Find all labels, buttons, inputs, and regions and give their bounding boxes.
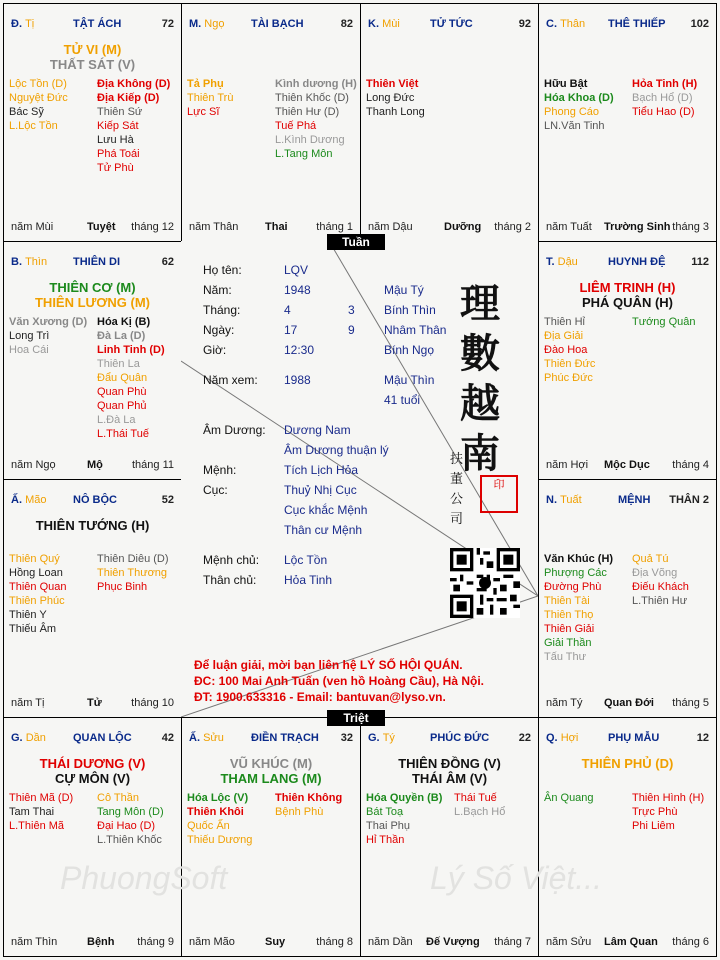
palace-header <box>368 732 531 746</box>
minor-star: Thiên Việt <box>366 78 419 90</box>
life-stage: Tử <box>87 697 102 709</box>
qr-code-icon[interactable] <box>450 548 520 618</box>
minor-star: Bạch Hổ (D) <box>632 92 693 104</box>
palace-number: 62 <box>161 256 174 268</box>
palace-header <box>546 732 709 746</box>
palace-number: 72 <box>161 18 174 30</box>
palace-number: 112 <box>691 256 709 268</box>
life-stage: Đế Vượng <box>426 936 480 948</box>
major-star: THIÊN TƯỚNG (H) <box>35 518 150 533</box>
earthly-branch: Tý <box>382 732 395 744</box>
life-stage: Trường Sinh <box>604 221 671 233</box>
year-canchi: Mậu Tý <box>384 283 424 297</box>
minor-star: Ân Quang <box>544 792 594 804</box>
minor-stars-right <box>454 791 505 819</box>
major-star: TỬ VI (M) <box>63 42 122 57</box>
minor-stars-right <box>632 315 696 329</box>
palace-number: 42 <box>161 732 174 744</box>
minor-stars-right <box>97 552 169 594</box>
minor-stars-left <box>9 791 73 833</box>
than-cu-note: Thân cư Mệnh <box>284 523 363 537</box>
palace-dau[interactable] <box>538 241 717 480</box>
than-chu-label: Thân chủ: <box>203 573 257 587</box>
palace-footer <box>11 459 174 473</box>
minor-stars-right <box>632 791 704 833</box>
palace-mui[interactable] <box>360 3 539 242</box>
palace-number: 92 <box>518 18 531 30</box>
palace-name: THÊ THIẾP <box>608 18 666 30</box>
minor-star: Hóa Kị (B) <box>97 316 151 328</box>
minor-star: Long Đức <box>366 92 415 104</box>
palace-name: NÔ BỘC <box>73 494 117 506</box>
year-label: Năm: <box>203 283 232 297</box>
palace-number: 102 <box>690 18 709 30</box>
minor-star: Thiên Mã (D) <box>9 792 74 804</box>
minor-star: Hỏa Tinh (H) <box>632 78 698 90</box>
minor-star: Tả Phụ <box>187 78 224 90</box>
earthly-branch: Sửu <box>203 732 224 744</box>
month-lunar: 3 <box>348 303 355 317</box>
major-star: THIÊN CƠ (M) <box>49 280 136 295</box>
palace-suu[interactable] <box>181 717 361 957</box>
minor-star: Lực Sĩ <box>187 106 220 118</box>
palace-name: TỬ TỨC <box>430 18 473 30</box>
palace-header <box>11 256 174 270</box>
palace-than[interactable] <box>538 3 717 242</box>
palace-month: tháng 10 <box>131 697 174 709</box>
minor-star: Phúc Đức <box>544 372 593 384</box>
amduong-note: Âm Dương thuận lý <box>284 443 389 457</box>
life-stage: Mộc Dục <box>604 459 650 471</box>
minor-star: Linh Tinh (D) <box>97 344 165 356</box>
age-value: 41 tuổi <box>384 393 421 407</box>
minor-stars-left <box>187 791 252 847</box>
minor-star: Quan Phủ <box>97 400 147 412</box>
palace-year: năm Dần <box>368 936 413 948</box>
small-calligraphy-1: 扶 <box>450 452 464 467</box>
palace-month: tháng 2 <box>494 221 531 233</box>
calligraphy-char-2: 數 <box>460 330 500 377</box>
earthly-branch: Dậu <box>557 256 578 268</box>
major-star: THÁI DƯƠNG (V) <box>39 756 146 771</box>
palace-month: tháng 3 <box>672 221 709 233</box>
minor-star: Thiên Giải <box>544 623 595 635</box>
minor-star: Tiểu Hao (D) <box>632 106 695 118</box>
minor-star: Hóa Khoa (D) <box>544 92 614 104</box>
minor-stars-left <box>187 77 233 119</box>
minor-star: Thiên Hư (D) <box>275 106 340 118</box>
calligraphy-char-3: 越 <box>460 380 500 427</box>
major-star: VŨ KHÚC (M) <box>229 756 313 771</box>
palace-name: QUAN LỘC <box>73 732 132 744</box>
cuc-value: Thuỷ Nhị Cục <box>284 483 357 497</box>
minor-star: Quốc Ấn <box>187 820 230 832</box>
menh-label: Mệnh: <box>203 463 237 477</box>
palace-footer <box>11 936 174 950</box>
minor-star: Thiên Không <box>275 792 343 804</box>
life-stage: Bệnh <box>87 936 115 948</box>
minor-star: Địa Võng <box>632 567 678 579</box>
minor-star: Thái Tuế <box>454 792 497 804</box>
palace-name: TÀI BẠCH <box>251 18 304 30</box>
palace-footer <box>546 697 709 711</box>
palace-name: MỆNH <box>618 494 651 506</box>
minor-star: L.Thiên Mã <box>9 820 65 832</box>
palace-mao[interactable] <box>3 479 182 718</box>
palace-month: tháng 1 <box>316 221 353 233</box>
hour-value: 12:30 <box>284 343 315 357</box>
life-stage: Suy <box>265 936 286 948</box>
small-calligraphy-4: 司 <box>450 512 464 527</box>
day-lunar: 9 <box>348 323 355 337</box>
palace-year: năm Thìn <box>11 936 58 948</box>
month-value: 4 <box>284 303 291 317</box>
minor-stars-left <box>9 77 68 133</box>
minor-stars-left <box>544 552 613 664</box>
menh-chu-label: Mệnh chủ: <box>203 553 260 567</box>
palace-year: năm Sửu <box>546 936 592 948</box>
minor-stars-right <box>97 315 165 441</box>
major-star: THIÊN LƯƠNG (M) <box>34 295 151 310</box>
palace-header <box>546 256 709 270</box>
palace-footer <box>546 221 709 235</box>
minor-star: Đà La (D) <box>97 330 146 342</box>
minor-star: Văn Xương (D) <box>9 316 88 328</box>
palace-footer <box>368 221 531 235</box>
contact-line-1: Để luận giải, mời bạn liên hệ LÝ SỐ HỘI QUÁN. <box>194 658 463 672</box>
palace-name: HUYNH ĐỆ <box>608 256 666 268</box>
major-star: THIÊN ĐỒNG (V) <box>398 756 501 771</box>
minor-star: Thiên Y <box>9 609 47 621</box>
month-label: Tháng: <box>203 303 241 317</box>
minor-star: Phi Liêm <box>632 820 675 832</box>
minor-star: Thiên Hỉ <box>544 316 585 328</box>
minor-stars-left <box>366 77 425 119</box>
minor-star: Thiên Thọ <box>544 609 594 621</box>
name-label: Họ tên: <box>203 263 242 277</box>
minor-star: Hữu Bật <box>544 78 588 90</box>
minor-star: LN.Văn Tinh <box>544 120 605 132</box>
palace-year: năm Hợi <box>546 459 589 471</box>
name-value: LQV <box>284 263 309 277</box>
major-star: THIÊN PHỦ (D) <box>581 756 674 771</box>
minor-star: Thanh Long <box>366 106 425 118</box>
minor-star: Kiếp Sát <box>97 120 139 132</box>
palace-year: năm Ngọ <box>11 459 56 471</box>
palace-number: 32 <box>340 732 353 744</box>
minor-star: Bệnh Phù <box>275 806 324 818</box>
day-canchi: Nhâm Thân <box>384 323 447 337</box>
minor-star: Hóa Quyền (B) <box>366 792 443 804</box>
amduong-value: Dương Nam <box>284 423 351 437</box>
heavenly-stem: T. Dậu <box>546 256 578 268</box>
minor-star: Thiên Đức <box>544 358 596 370</box>
minor-star: Long Trì <box>9 330 50 342</box>
cuc-note: Cục khắc Mệnh <box>284 503 368 517</box>
cuc-label: Cục: <box>203 483 228 497</box>
earthly-branch: Mùi <box>382 18 400 30</box>
palace-number: 22 <box>518 732 531 744</box>
view-year-value: 1988 <box>284 373 311 387</box>
minor-star: Thiên Khốc (D) <box>275 92 349 104</box>
palace-number: THÂN 2 <box>669 494 709 506</box>
minor-star: Đào Hoa <box>544 344 588 356</box>
major-star: THAM LANG (M) <box>220 771 322 786</box>
major-star: THẤT SÁT (V) <box>49 57 136 72</box>
minor-star: Địa Không (D) <box>97 78 171 90</box>
minor-stars-left <box>9 315 87 357</box>
heavenly-stem: Q. Hợi <box>546 732 579 744</box>
earthly-branch: Hợi <box>560 732 579 744</box>
palace-header <box>189 18 353 32</box>
minor-stars-left <box>9 552 66 636</box>
palace-name: THIÊN DI <box>73 256 121 268</box>
palace-month: tháng 4 <box>672 459 709 471</box>
minor-stars-left <box>544 77 614 133</box>
palace-month: tháng 6 <box>672 936 709 948</box>
heavenly-stem: N. Tuất <box>546 494 582 506</box>
palace-number: 82 <box>340 18 353 30</box>
month-canchi: Bính Thìn <box>384 303 436 317</box>
palace-year: năm Mùi <box>11 221 54 233</box>
palace-month: tháng 7 <box>494 936 531 948</box>
major-star: LIÊM TRINH (H) <box>579 280 676 295</box>
minor-star: Văn Khúc (H) <box>544 553 614 565</box>
minor-star: Thiên Tài <box>544 595 590 607</box>
minor-star: Thiên Khôi <box>187 806 244 818</box>
calligraphy-char-4: 南 <box>460 430 500 477</box>
minor-star: Phong Cáo <box>544 106 600 118</box>
minor-star: L.Thái Tuế <box>97 428 149 440</box>
life-stage: Thai <box>265 221 288 233</box>
minor-star: L.Đà La <box>97 414 136 426</box>
minor-stars-left <box>544 315 595 385</box>
major-star: THÁI ÂM (V) <box>411 771 488 786</box>
hour-canchi: Bính Ngọ <box>384 343 435 357</box>
palace-name: TẬT ÁCH <box>73 18 122 30</box>
palace-thin[interactable] <box>3 241 182 480</box>
palace-header <box>11 18 174 32</box>
earthly-branch: Thân <box>560 18 586 30</box>
palace-footer <box>11 221 174 235</box>
earthly-branch: Mão <box>25 494 47 506</box>
heavenly-stem: Ấ. Sửu <box>189 732 224 744</box>
heavenly-stem: M. Ngọ <box>189 18 225 30</box>
palace-month: tháng 12 <box>131 221 174 233</box>
earthly-branch: Thìn <box>25 256 48 268</box>
minor-star: Thiên La <box>97 358 140 370</box>
palace-name: PHÚC ĐỨC <box>430 732 490 744</box>
minor-star: Hóa Lộc (V) <box>187 792 249 804</box>
minor-star: Trực Phù <box>632 806 678 818</box>
minor-star: L.Tang Môn <box>275 148 333 160</box>
heavenly-stem: Ấ. Mão <box>11 494 47 506</box>
palace-header <box>546 494 709 508</box>
view-year-canchi: Mậu Thìn <box>384 373 435 387</box>
palace-year: năm Thân <box>189 221 239 233</box>
minor-star: Kình dương (H) <box>275 78 357 90</box>
palace-header <box>189 732 353 746</box>
heavenly-stem: C. Thân <box>546 18 586 30</box>
minor-star: L.Lộc Tồn <box>9 120 58 132</box>
watermark-right: Lý Số Việt... <box>430 860 602 896</box>
contact-phone-email[interactable]: ĐT: 1900.633316 - Email: bantuvan@lyso.vn. <box>194 690 446 704</box>
heavenly-stem: K. Mùi <box>368 18 400 30</box>
minor-star: Phục Binh <box>97 581 148 593</box>
minor-star: Giải Thần <box>544 637 592 649</box>
hour-label: Giờ: <box>203 343 227 357</box>
day-label: Ngày: <box>203 323 235 337</box>
minor-star: Hoa Cái <box>9 344 49 356</box>
minor-stars-left <box>544 791 594 805</box>
palace-ty[interactable] <box>360 717 539 957</box>
minor-star: Phá Toái <box>97 148 140 160</box>
life-stage: Mộ <box>87 459 103 471</box>
palace-number: 52 <box>161 494 174 506</box>
minor-star: Quan Phù <box>97 386 147 398</box>
palace-footer <box>546 936 709 950</box>
palace-month: tháng 5 <box>672 697 709 709</box>
minor-star: L.Kình Dương <box>275 134 345 146</box>
minor-star: Bát Toạ <box>366 806 404 818</box>
triet-tag: Triệt <box>327 710 385 726</box>
minor-star: Cô Thần <box>97 792 139 804</box>
year-value: 1948 <box>284 283 311 297</box>
day-value: 17 <box>284 323 298 337</box>
minor-star: Thiên Diêu (D) <box>97 553 169 565</box>
life-stage: Dưỡng <box>444 221 482 233</box>
minor-star: Tang Môn (D) <box>97 806 164 818</box>
palace-year: năm Dậu <box>368 221 413 233</box>
minor-star: Thiên Quý <box>9 553 60 565</box>
minor-stars-right <box>97 791 164 847</box>
earthly-branch: Tị <box>25 18 35 30</box>
amduong-label: Âm Dương: <box>203 423 266 437</box>
palace-name: PHỤ MẪU <box>608 732 660 744</box>
palace-header <box>546 18 709 32</box>
major-star: CỰ MÔN (V) <box>54 771 131 786</box>
palace-footer <box>546 459 709 473</box>
small-calligraphy-3: 公 <box>450 492 464 507</box>
heavenly-stem: B. Thìn <box>11 256 48 268</box>
minor-star: Lộc Tồn (D) <box>9 78 67 90</box>
palace-year: năm Tý <box>546 697 583 709</box>
palace-year: năm Mão <box>189 936 235 948</box>
palace-header <box>11 732 174 746</box>
minor-star: L.Thiên Hư <box>632 595 688 607</box>
palace-header <box>368 18 531 32</box>
than-chu-value: Hỏa Tinh <box>284 573 333 587</box>
major-star: PHÁ QUÂN (H) <box>582 295 673 310</box>
minor-star: Phượng Các <box>544 567 607 579</box>
minor-star: Điếu Khách <box>632 581 689 593</box>
palace-footer <box>368 936 531 950</box>
minor-star: Đẩu Quân <box>97 372 148 384</box>
minor-stars-right <box>275 791 342 819</box>
minor-star: Thiên Thương <box>97 567 168 579</box>
minor-star: Hỉ Thần <box>366 834 405 846</box>
minor-star: L.Bạch Hổ <box>454 806 506 818</box>
palace-name: ĐIỀN TRẠCH <box>251 732 319 744</box>
palace-dan[interactable] <box>3 717 182 957</box>
menh-chu-value: Lộc Tồn <box>284 553 328 567</box>
minor-star: Thiên Hình (H) <box>632 792 705 804</box>
minor-star: Thiên Sứ <box>97 106 143 118</box>
minor-star: Hồng Loan <box>9 567 63 579</box>
life-stage: Lâm Quan <box>604 936 658 948</box>
life-stage: Quan Đới <box>604 697 654 709</box>
palace-month: tháng 9 <box>137 936 174 948</box>
minor-star: Tam Thai <box>9 806 55 818</box>
palace-month: tháng 8 <box>316 936 353 948</box>
palace-footer <box>11 697 174 711</box>
minor-star: Thiên Quan <box>9 581 67 593</box>
palace-tuat[interactable] <box>538 479 717 718</box>
palace-ngo[interactable] <box>181 3 361 242</box>
earthly-branch: Dần <box>25 732 46 744</box>
palace-hoi[interactable] <box>538 717 717 957</box>
minor-stars-right <box>275 77 357 161</box>
palace-year: năm Tuất <box>546 221 592 233</box>
minor-star: Đại Hao (D) <box>97 820 156 832</box>
earthly-branch: Tuất <box>560 494 582 506</box>
minor-star: L.Thiên Khốc <box>97 834 162 846</box>
watermark-left: PhuongSoft <box>60 860 228 896</box>
minor-star: Nguyệt Đức <box>9 92 68 104</box>
minor-star: Thiếu Dương <box>187 834 253 846</box>
earthly-branch: Ngọ <box>204 18 225 30</box>
minor-star: Địa Kiếp (D) <box>97 92 160 104</box>
minor-stars-right <box>632 552 689 608</box>
minor-star: Bác Sỹ <box>9 106 44 118</box>
heavenly-stem: G. Tý <box>368 732 395 744</box>
life-stage: Tuyệt <box>87 221 116 233</box>
palace-footer <box>189 936 353 950</box>
minor-stars-right <box>632 77 697 119</box>
minor-star: Tấu Thư <box>544 651 587 663</box>
contact-address: ĐC: 100 Mai Anh Tuấn (ven hồ Hoàng Cầu), Hà Nội. <box>194 674 485 688</box>
minor-star: Thiếu Âm <box>9 623 57 635</box>
small-calligraphy-2: 董 <box>450 472 464 487</box>
minor-stars-left <box>366 791 442 847</box>
palace-number: 12 <box>696 732 709 744</box>
heavenly-stem: Đ. Tị <box>11 18 35 30</box>
minor-star: Lưu Hà <box>97 134 134 146</box>
minor-stars-right <box>97 77 170 175</box>
minor-star: Thiên Phúc <box>9 595 65 607</box>
tuan-tag: Tuần <box>327 234 385 250</box>
palace-year: năm Tị <box>11 697 45 709</box>
minor-star: Quả Tú <box>632 553 669 565</box>
minor-star: Tuế Phá <box>275 120 317 132</box>
palace-month: tháng 11 <box>131 459 174 471</box>
palace-header <box>11 494 174 508</box>
minor-star: Thiên Trù <box>187 92 234 104</box>
minor-star: Tướng Quân <box>632 316 696 328</box>
palace-footer <box>189 221 353 235</box>
heavenly-stem: G. Dần <box>11 732 46 744</box>
menh-value: Tích Lịch Hỏa <box>284 463 359 477</box>
minor-star: Đường Phù <box>544 581 602 593</box>
minor-star: Địa Giải <box>544 330 584 342</box>
minor-star: Thai Phụ <box>366 820 411 832</box>
view-year-label: Năm xem: <box>203 373 258 387</box>
minor-star: Tử Phù <box>97 162 134 174</box>
calligraphy-char-1: 理 <box>460 280 500 327</box>
red-seal-stamp: 印 <box>480 475 518 513</box>
palace-ti[interactable] <box>3 3 182 242</box>
